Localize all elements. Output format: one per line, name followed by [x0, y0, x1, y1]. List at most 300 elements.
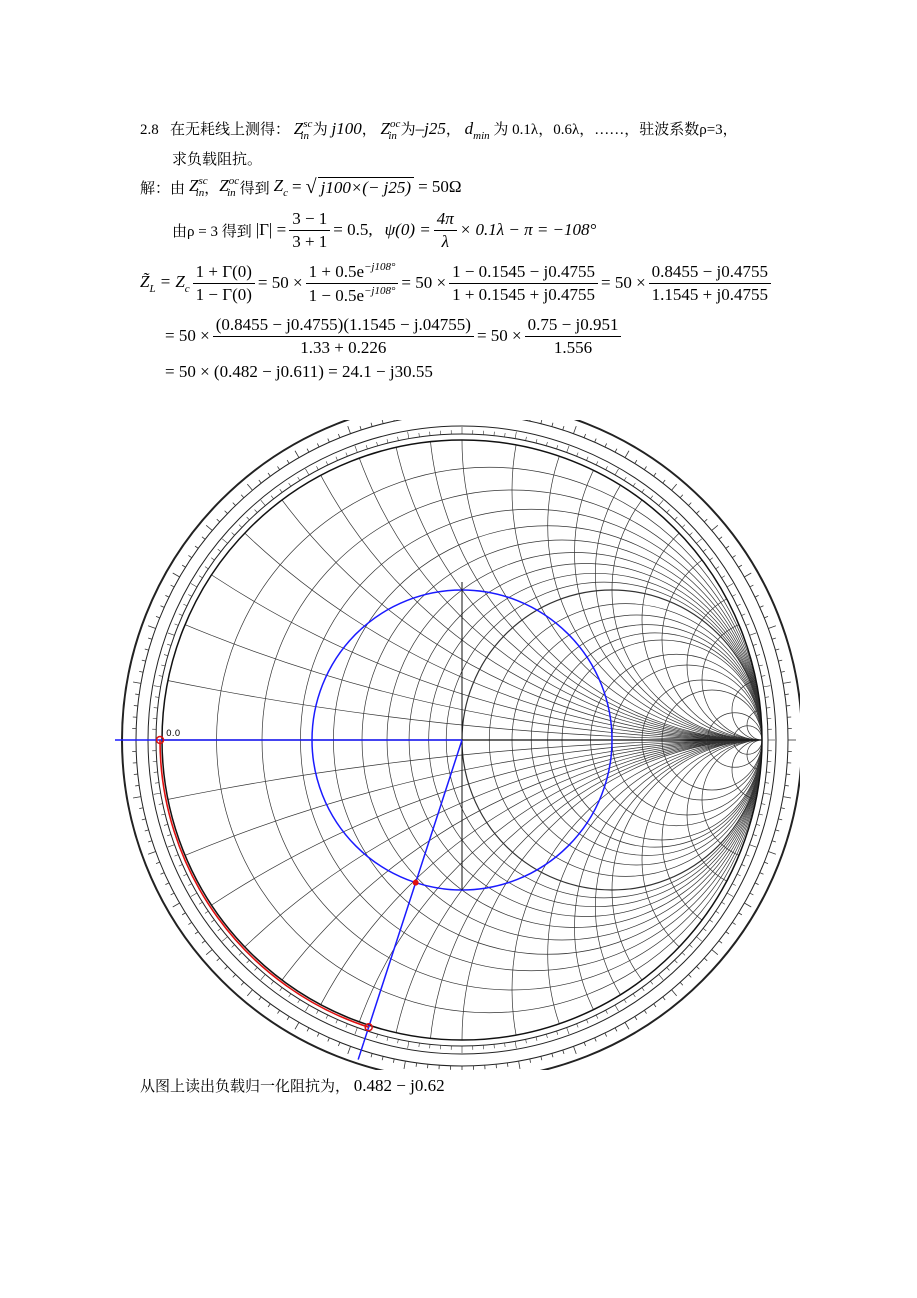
scale-tick	[761, 676, 765, 677]
scale-tick	[179, 864, 183, 866]
scale-tick	[382, 1056, 383, 1060]
scale-tick	[772, 638, 776, 639]
scale-tick	[139, 808, 143, 809]
scale-tick	[563, 426, 564, 430]
zc-symbol: $Z_c$	[273, 175, 289, 199]
scale-tick	[336, 457, 338, 461]
scale-tick	[567, 446, 569, 453]
scale-tick	[732, 594, 736, 596]
scale-tick	[261, 974, 265, 979]
zl-symbol: $Z̃_L$	[140, 271, 156, 295]
scale-tick	[206, 525, 212, 530]
frac-product: $\frac{(0.8455 - j0.4755)(1.1545 - j.04755)}{1.33 + 0.226}$	[213, 315, 474, 358]
scale-tick	[307, 1028, 309, 1032]
scale-tick	[241, 495, 244, 498]
scale-tick	[783, 682, 791, 683]
scale-tick	[682, 953, 685, 956]
solution-line-4	[165, 312, 624, 360]
reactance-arc	[100, 740, 800, 1070]
scale-tick	[765, 783, 769, 784]
reactance-arc	[100, 420, 800, 740]
scale-tick	[259, 480, 261, 483]
scale-tick	[156, 862, 160, 863]
scale-tick	[175, 624, 179, 625]
scale-tick	[183, 604, 187, 606]
scale-tick	[759, 665, 763, 666]
scale-tick	[387, 439, 388, 443]
scale-tick	[239, 953, 242, 956]
reactance-arc	[100, 740, 800, 1070]
scale-tick	[239, 525, 242, 528]
scale-tick	[393, 1059, 394, 1063]
scale-tick	[737, 604, 741, 606]
scale-tick	[161, 814, 165, 815]
scale-tick	[526, 1039, 527, 1043]
frac-simplified: $\frac{0.8455 - j0.4755}{1.1545 + j0.4755}$	[649, 262, 771, 305]
scale-tick	[182, 913, 185, 915]
scale-tick	[271, 496, 273, 499]
scale-tick	[642, 489, 644, 492]
scale-tick	[419, 1043, 420, 1047]
scale-tick	[577, 453, 578, 457]
reactance-arc	[262, 420, 800, 740]
scale-tick	[139, 671, 143, 672]
scale-tick	[277, 1010, 279, 1013]
scale-tick	[595, 439, 597, 443]
solution-line-2	[172, 208, 596, 252]
scale-tick	[625, 451, 629, 458]
scale-tick	[567, 1028, 569, 1035]
scale-tick	[277, 466, 279, 469]
scale-tick	[753, 644, 757, 645]
scale-tick	[233, 503, 236, 506]
scale-tick	[326, 1015, 328, 1019]
scale-tick	[596, 1015, 598, 1019]
scale-tick	[232, 945, 235, 948]
scale-tick	[133, 682, 141, 683]
scale-tick	[778, 660, 782, 661]
scale-tick	[161, 606, 165, 608]
scale-tick	[218, 549, 221, 551]
scale-tick	[682, 525, 685, 528]
times-50-e: = 50 ×	[476, 326, 522, 345]
scale-tick	[255, 510, 258, 513]
scale-tick	[722, 902, 725, 904]
scale-tick	[154, 793, 161, 794]
scale-tick	[182, 565, 185, 567]
scale-tick	[775, 830, 779, 831]
scale-tick	[573, 1046, 576, 1054]
scale-tick	[188, 884, 192, 886]
scale-tick	[419, 433, 420, 437]
scale-tick	[672, 484, 677, 490]
scale-tick	[764, 616, 768, 617]
scale-tick	[530, 1059, 531, 1063]
scale-tick	[552, 423, 553, 427]
scale-tick	[644, 1010, 646, 1013]
zoc-suffix: 为	[400, 122, 416, 138]
scale-tick	[746, 855, 750, 856]
scale-tick	[155, 697, 159, 698]
scale-tick	[371, 423, 372, 427]
psi-rest: × 0.1λ − π = −108°	[459, 220, 597, 239]
scale-tick	[781, 808, 785, 809]
scale-tick	[672, 990, 677, 996]
reactance-arc	[100, 740, 800, 1070]
scale-tick	[241, 982, 244, 985]
scale-tick	[232, 533, 235, 536]
scale-tick	[606, 466, 608, 470]
scale-tick	[659, 974, 663, 979]
scale-tick	[742, 864, 746, 866]
scale-tick	[377, 1034, 378, 1038]
scale-tick	[205, 567, 208, 569]
rim-label: 0.0	[166, 729, 181, 739]
scale-tick	[505, 1043, 506, 1047]
times-50-a: = 50 ×	[257, 273, 303, 292]
scale-tick	[268, 1004, 270, 1007]
scale-tick	[307, 449, 309, 453]
scale-tick	[759, 814, 763, 815]
scale-tick	[199, 902, 202, 904]
scale-tick	[680, 982, 683, 985]
sqrt-body: j100×(− j25)	[318, 177, 414, 198]
scale-tick	[161, 873, 165, 875]
reactance-arc	[333, 420, 800, 740]
scale-tick	[268, 473, 270, 476]
scale-tick	[188, 594, 192, 596]
scale-tick	[659, 500, 663, 505]
scale-tick	[387, 1037, 388, 1041]
scale-tick	[625, 1022, 629, 1029]
scale-tick	[635, 1016, 637, 1019]
scale-tick	[586, 1020, 588, 1024]
times-50-c: = 50 ×	[600, 273, 646, 292]
scale-tick	[168, 845, 175, 847]
zsc-symbol: $Z^{sc}_{in}$	[293, 118, 313, 142]
scale-tick	[738, 565, 741, 567]
zc-result: = 50Ω	[418, 177, 462, 196]
scale-tick	[247, 484, 252, 490]
scale-tick	[732, 555, 735, 557]
scale-tick	[338, 1042, 339, 1046]
scale-tick	[222, 539, 227, 543]
scale-tick	[689, 945, 692, 948]
scale-tick	[584, 434, 585, 438]
solution-final: = 50 × (0.482 − j0.611) = 24.1 − j30.55	[165, 362, 433, 381]
scale-tick	[732, 884, 736, 886]
scale-tick	[408, 432, 409, 439]
reactance-arc	[100, 420, 800, 740]
scale-tick	[536, 1037, 537, 1041]
scale-tick	[306, 469, 310, 475]
scale-tick	[667, 967, 670, 970]
scale-tick	[218, 928, 221, 930]
reactance-arc	[429, 740, 800, 1070]
scale-tick	[768, 626, 776, 629]
scale-tick	[644, 466, 646, 469]
scale-tick	[756, 824, 760, 825]
scale-tick	[247, 990, 252, 996]
scale-tick	[159, 676, 163, 677]
scale-tick	[727, 584, 733, 588]
scale-tick	[328, 439, 330, 443]
scale-tick	[145, 649, 149, 650]
scale-tick	[355, 1028, 357, 1035]
scale-tick	[719, 537, 722, 539]
scale-tick	[164, 824, 168, 825]
scale-tick	[173, 573, 180, 577]
scale-tick	[159, 804, 163, 805]
scale-tick	[785, 785, 789, 786]
psi-lhs: ψ(0) =	[384, 220, 431, 239]
scale-tick	[171, 893, 175, 895]
scale-tick	[255, 967, 258, 970]
scale-tick	[546, 1034, 547, 1038]
scale-tick	[202, 537, 205, 539]
scale-tick	[298, 1000, 300, 1003]
scale-tick	[606, 1010, 608, 1014]
gamma-value: = 0.5,	[333, 220, 373, 239]
load-radial-line	[364, 740, 462, 1042]
scale-tick	[746, 624, 750, 625]
reactance-arc	[595, 740, 800, 1070]
scale-tick	[765, 697, 769, 698]
conclusion-value: 0.482 − j0.62	[353, 1076, 445, 1095]
scale-tick	[377, 442, 378, 446]
scale-tick	[546, 442, 547, 446]
scale-tick	[217, 519, 220, 522]
scale-tick	[161, 665, 165, 666]
scale-tick	[206, 950, 212, 955]
scale-tick	[247, 517, 250, 520]
scale-tick	[768, 851, 776, 854]
scale-tick	[188, 555, 191, 557]
scale-tick	[355, 446, 357, 453]
scale-tick	[142, 819, 146, 820]
scale-tick	[750, 633, 757, 635]
scale-tick	[577, 1024, 578, 1028]
scale-tick	[191, 584, 197, 588]
scale-tick	[348, 426, 351, 434]
scale-tick	[348, 1046, 351, 1054]
scale-tick	[316, 1010, 318, 1014]
scale-tick	[217, 958, 220, 961]
scale-tick	[704, 958, 707, 961]
frac-gamma: $\frac{1 + \Gamma(0)}{1 - \Gamma(0)}$	[193, 262, 255, 305]
zoc-value: –j25	[415, 119, 446, 138]
scale-tick	[280, 489, 282, 492]
scale-tick	[168, 633, 175, 635]
scale-tick	[287, 460, 289, 463]
scale-tick	[557, 445, 558, 449]
scale-tick	[697, 966, 700, 969]
gets-text: 得到	[239, 180, 270, 197]
scale-tick	[557, 1031, 558, 1035]
scale-tick	[173, 903, 180, 907]
scale-tick	[756, 655, 760, 656]
reactance-arc	[575, 420, 801, 740]
scale-tick	[280, 988, 282, 991]
scale-tick	[763, 686, 770, 687]
scale-tick	[552, 1053, 553, 1057]
scale-tick	[408, 1041, 409, 1048]
scale-tick	[167, 835, 171, 836]
scale-tick	[716, 567, 719, 569]
scale-tick	[536, 439, 537, 443]
scale-tick	[716, 911, 719, 913]
scale-tick	[764, 862, 768, 863]
frac-result: $\frac{0.75 - j0.951}{1.556}$	[525, 315, 622, 358]
conclusion-line	[140, 1075, 445, 1096]
load-point	[413, 880, 419, 886]
problem-number: 2.8	[140, 122, 159, 138]
scale-tick	[703, 928, 706, 930]
scale-tick	[175, 855, 179, 856]
scale-tick	[519, 1061, 520, 1069]
scale-tick	[710, 558, 713, 560]
scale-tick	[317, 443, 319, 447]
smith-chart-annotations	[115, 582, 612, 1060]
reactance-arc	[642, 500, 800, 740]
scale-tick	[650, 981, 652, 984]
scale-tick	[295, 451, 299, 458]
scale-tick	[164, 655, 168, 656]
solution-label: 解：由	[140, 180, 186, 197]
scale-tick	[306, 1005, 310, 1011]
scale-tick	[317, 1033, 319, 1037]
scale-tick	[316, 466, 318, 470]
scale-tick	[654, 1004, 656, 1007]
scale-tick	[202, 941, 205, 943]
reactance-arc	[575, 740, 801, 1070]
scale-tick	[526, 437, 527, 441]
scale-tick	[654, 473, 656, 476]
scale-tick	[179, 614, 183, 616]
scale-tick	[624, 1000, 626, 1003]
scale-tick	[742, 614, 746, 616]
scale-tick	[298, 477, 300, 480]
scale-tick	[573, 426, 576, 434]
scale-tick	[704, 519, 707, 522]
scale-tick	[346, 1024, 347, 1028]
scale-tick	[233, 975, 236, 978]
frac-expand: $\frac{1 - 0.1545 - j0.4755}{1 + 0.1545 + j0.4755}$	[449, 262, 598, 305]
scale-tick	[404, 1061, 405, 1069]
scale-tick	[225, 511, 228, 514]
scale-tick	[737, 874, 741, 876]
scale-tick	[199, 576, 202, 578]
scale-tick	[760, 606, 764, 608]
scale-tick	[710, 920, 713, 922]
scale-tick	[726, 932, 729, 934]
scale-tick	[755, 595, 759, 597]
scale-tick	[416, 1063, 417, 1067]
scale-tick	[191, 893, 197, 897]
scale-tick	[738, 913, 741, 915]
reactance-arc	[100, 420, 800, 740]
scale-tick	[148, 638, 152, 639]
scale-tick	[148, 626, 156, 629]
scale-tick	[165, 595, 169, 597]
psi-fraction: $\frac{4\pi}{\lambda}$	[434, 209, 457, 252]
scale-tick	[261, 500, 265, 505]
scale-tick	[188, 922, 191, 924]
dmin-values: 为 0.1λ，0.6λ，……，驻波系数ρ=3，	[493, 122, 738, 138]
scale-tick	[247, 960, 250, 963]
scale-tick	[346, 453, 347, 457]
scale-tick	[541, 420, 542, 424]
scale-tick	[615, 1005, 619, 1011]
problem-line-1: 2.8 在无耗线上测得： $Z^{sc}_{in}$ 为 j100， $Z^{oc}_{in}$ 为–j25， $d_{min}$ 为 0.1λ，0.6λ，……，驻波系数ρ=3，	[140, 118, 738, 142]
scale-tick	[515, 432, 516, 439]
scale-tick	[595, 1038, 597, 1042]
scale-tick	[171, 585, 175, 587]
scale-tick	[781, 671, 785, 672]
scale-tick	[195, 546, 198, 548]
scale-tick	[289, 483, 291, 486]
scale-tick	[712, 525, 718, 530]
scale-tick	[133, 797, 141, 798]
scale-tick	[663, 997, 665, 1000]
scale-tick	[663, 480, 665, 483]
scale-tick	[761, 804, 765, 805]
scale-tick	[605, 1033, 607, 1037]
scale-tick	[360, 426, 361, 430]
solution-line-3	[140, 258, 774, 308]
scale-tick	[145, 830, 149, 831]
scale-tick	[326, 461, 328, 465]
scale-tick	[382, 420, 383, 424]
zsc-suffix: 为	[312, 122, 332, 138]
scale-tick	[398, 1039, 399, 1043]
scale-tick	[712, 950, 718, 955]
scale-tick	[760, 873, 764, 875]
scale-tick	[328, 1038, 330, 1042]
scale-tick	[675, 517, 678, 520]
scale-tick	[205, 911, 208, 913]
scale-tick	[783, 797, 791, 798]
scale-tick	[155, 783, 159, 784]
scale-tick	[624, 477, 626, 480]
scale-tick	[675, 960, 678, 963]
gamma-fraction: $\frac{3 - 1}{3 + 1}$	[289, 209, 330, 252]
scale-tick	[563, 1050, 564, 1054]
scale-tick	[772, 841, 776, 842]
scale-tick	[586, 457, 588, 461]
scale-tick	[398, 437, 399, 441]
scale-tick	[615, 449, 617, 453]
reactance-arc	[548, 740, 800, 1070]
scale-tick	[135, 785, 139, 786]
scale-tick	[154, 686, 161, 687]
scale-tick	[750, 893, 754, 895]
scale-tick	[753, 835, 757, 836]
scale-tick	[211, 920, 214, 922]
scale-tick	[633, 994, 635, 997]
scale-tick	[744, 573, 751, 577]
scale-tick	[596, 461, 598, 465]
scale-tick	[755, 883, 759, 885]
scale-tick	[722, 576, 725, 578]
scale-tick	[650, 496, 652, 499]
scale-tick	[148, 851, 156, 854]
scale-tick	[680, 495, 683, 498]
scale-tick	[605, 443, 607, 447]
scale-tick	[689, 533, 692, 536]
times-50-b: = 50 ×	[401, 273, 447, 292]
scale-tick	[667, 510, 670, 513]
